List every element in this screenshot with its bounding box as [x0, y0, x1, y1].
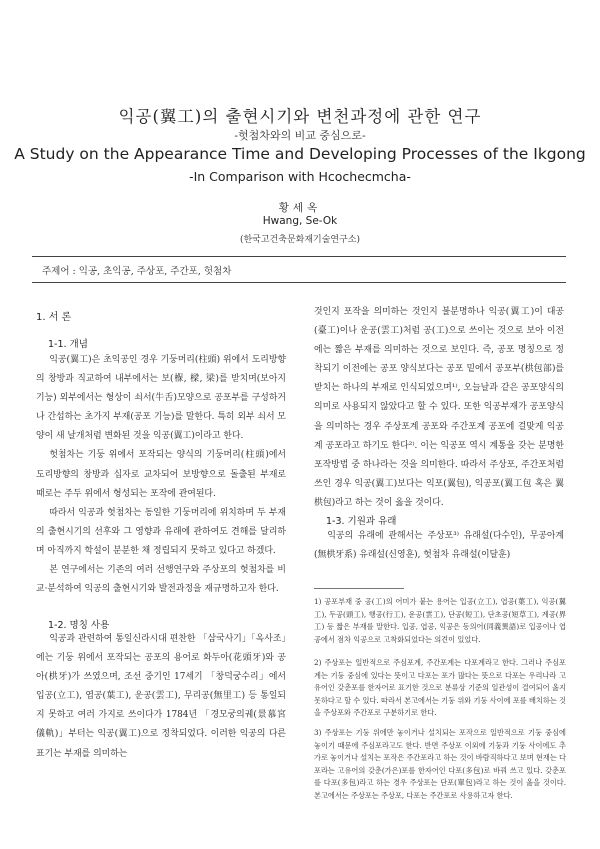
paragraph: 것인지 포작을 의미하는 것인지 불분명하나 익공(翼工)이 대공(臺工)이나 운공(雲工)처럼 공(工)으로 쓰이는 것으로 보아 이전에는 짧은 부재를 의미하는 것으로 보인다. 즉, 공포 명칭으로 정착되기 이전에는 공포 양식보다는 공포 밑에서 공포부(栱包部)를 받치는 하나의 부재로 인식되었으며¹⁾, 오늘날과 같은 공포양식의 의미로 사용되지 않았다고 할 수 있다. 또한 익공부재가 공포양식을 의미하는 경우 주상포계 공포와 주간포계 공포에 걸맞게 익공계 공포라고 하기도 한다²⁾. 이는 익공포 역시 계통을 갖는 분명한 포작방법 중 하나라는 것을 의미한다. 따라서 주상포, 주간포처럼 쓰인 경우 익공(翼工)보다는 익포(翼包), 익공포(翼工包 혹은 翼栱包)라고 하는 것이 옳을 것이다. — [314, 307, 564, 508]
footnote-2: 2) 주상포는 일반적으로 주심포계, 주간포계는 다포계라고 한다. 그러나 주심포계는 기둥 중심에 있다는 뜻이고 다포는 포가 많다는 뜻으로 다포는 우리나라 고유어인 갖춘포를 한자어로 표기한 것으로 분류상 기준의 일관성이 결여되어 옳지 못하다고 할 수 있다. 따라서 본고에서는 기둥 위와 기둥 사이에 포를 배치하는 것을 주상포와 주간포로 구분하기로 한다. — [314, 658, 566, 718]
paragraph: 익공과 관련하여 통일신라시대 편찬한 「삼국사기」「옥사조」에는 기둥 위에서 포작되는 공포의 용어로 화두아(花頭牙)와 공아(栱牙)가 쓰였으며, 조선 중기인 17세기 「창덕궁수리」에서 입공(立工), 엽공(葉工), 운공(雲工), 무리공(無里工) 등 통일되지 못하고 여러 가지로 쓰이다가 1784년 「경모궁의궤(景慕宮儀軌)」부터는 익공(翼工)으로 정착되었다. 이러한 익공의 다른 표기는 부재를 의미하는 — [36, 634, 286, 759]
paragraph: 헛첨차는 기둥 위에서 포작되는 양식의 기둥머리(柱頭)에서 도리방향의 창방과 십자로 교차되어 보방향으로 돌출된 부재로 때로는 주두 위에서 형성되는 포작에 관여된다. — [36, 450, 286, 499]
subtitle-korean: -헛첨차와의 비교 중심으로- — [234, 129, 366, 142]
paragraph: 따라서 익공과 헛첨차는 동일한 기둥머리에 위치하며 두 부재의 출현시기의 선후와 그 영향과 유래에 관하여도 견해를 달리하며 아직까지 학설이 분분한 채 정립되지 못하고 있다고 하겠다. — [36, 507, 286, 556]
left-column-body-1 — [36, 351, 286, 599]
author-english: Hwang, Se-Ok — [262, 215, 338, 227]
subsection-heading-naming: 1-2. 명칭 사용 — [48, 620, 110, 631]
author-korean: 황세옥 — [278, 202, 322, 214]
author-affiliation: (한국고건축문화재기술연구소) — [239, 235, 361, 245]
subsection-heading-concept: 1-1. 개념 — [48, 339, 88, 350]
section-heading-introduction: 1. 서 론 — [36, 312, 72, 323]
footnote-divider — [314, 588, 404, 589]
keywords: 주제어 : 익공, 초익공, 주상포, 주간포, 헛첨차 — [32, 256, 566, 283]
paragraph: 익공(翼工)은 초익공인 경우 기둥머리(柱頭) 위에서 도리방향의 창방과 직교하여 내부에서는 보(椺, 樑, 梁)를 받치며(보아지 기능) 외부에서는 형상이 쇠서(牛舌)모양으로 공포부를 구성하거나 간섭하는 초가지 부재(공포 기능)를 말한다. 특히 외부 쇠서 모양이 새 날개처럼 변화된 것을 익공(翼工)이라고 한다. — [36, 355, 286, 442]
title-english: A Study on the Appearance Time and Developing Processes of the Ikgong — [14, 145, 586, 163]
footnote-1: 1) 공포부재 중 공(工)의 어미가 붙는 용어는 입공(立工), 엽공(葉工), 익공(翼工), 두공(頭工), 행공(行工), 운공(雲工), 단공(短工), 단초공(短草工), 계공(界工) 등 짧은 부재를 말한다. 입공, 엽공, 익공은 동의어(同義異語)로 입공이나 엽공에서 점차 익공으로 고착화되었다는 의견이 있었다. — [314, 597, 566, 644]
title-korean: 익공(翼工)의 출현시기와 변천과정에 관한 연구 — [118, 107, 482, 126]
paragraph: 본 연구에서는 기존의 여러 선행연구와 주상포의 헛첨차를 비교·분석하여 익공의 출현시기와 발전과정을 재규명하고자 한다. — [36, 565, 286, 595]
left-column-body-2 — [36, 630, 286, 764]
right-column-body-1 — [314, 303, 564, 513]
paragraph: 익공의 유래에 관해서는 주상포³⁾ 유래설(다수인), 무공아계(無栱牙系) 유래설(신영훈), 헛첨차 유래설(이달훈) — [314, 531, 564, 561]
footnote-3: 3) 주상포는 기둥 위에만 놓이거나 설치되는 포작으로 일반적으로 기둥 중심에 놓이기 때문에 주심포라고도 한다. 반면 주상포 이외에 기둥과 기둥 사이에도 추가로 놓이거나 설치는 포작은 주간포라고 하는 것이 바람직하다고 보며 현재는 다포라는 고유어의 갖춘(가은)포를 한자어인 다포(多包)로 바꿔 쓰고 있다. 갖춘포를 다포(多包)라고 하는 경우 주상포는 단포(單包)라고 하는 것이 옳을 것이다. 본고에서는 주상포는 주상포, 다포는 주간포로 사용하고자 한다. — [314, 728, 566, 800]
subtitle-english: -In Comparison with Hcochecmcha- — [189, 169, 411, 184]
right-column-body-2 — [314, 527, 564, 565]
subsection-heading-origin: 1-3. 기원과 유래 — [326, 516, 397, 527]
